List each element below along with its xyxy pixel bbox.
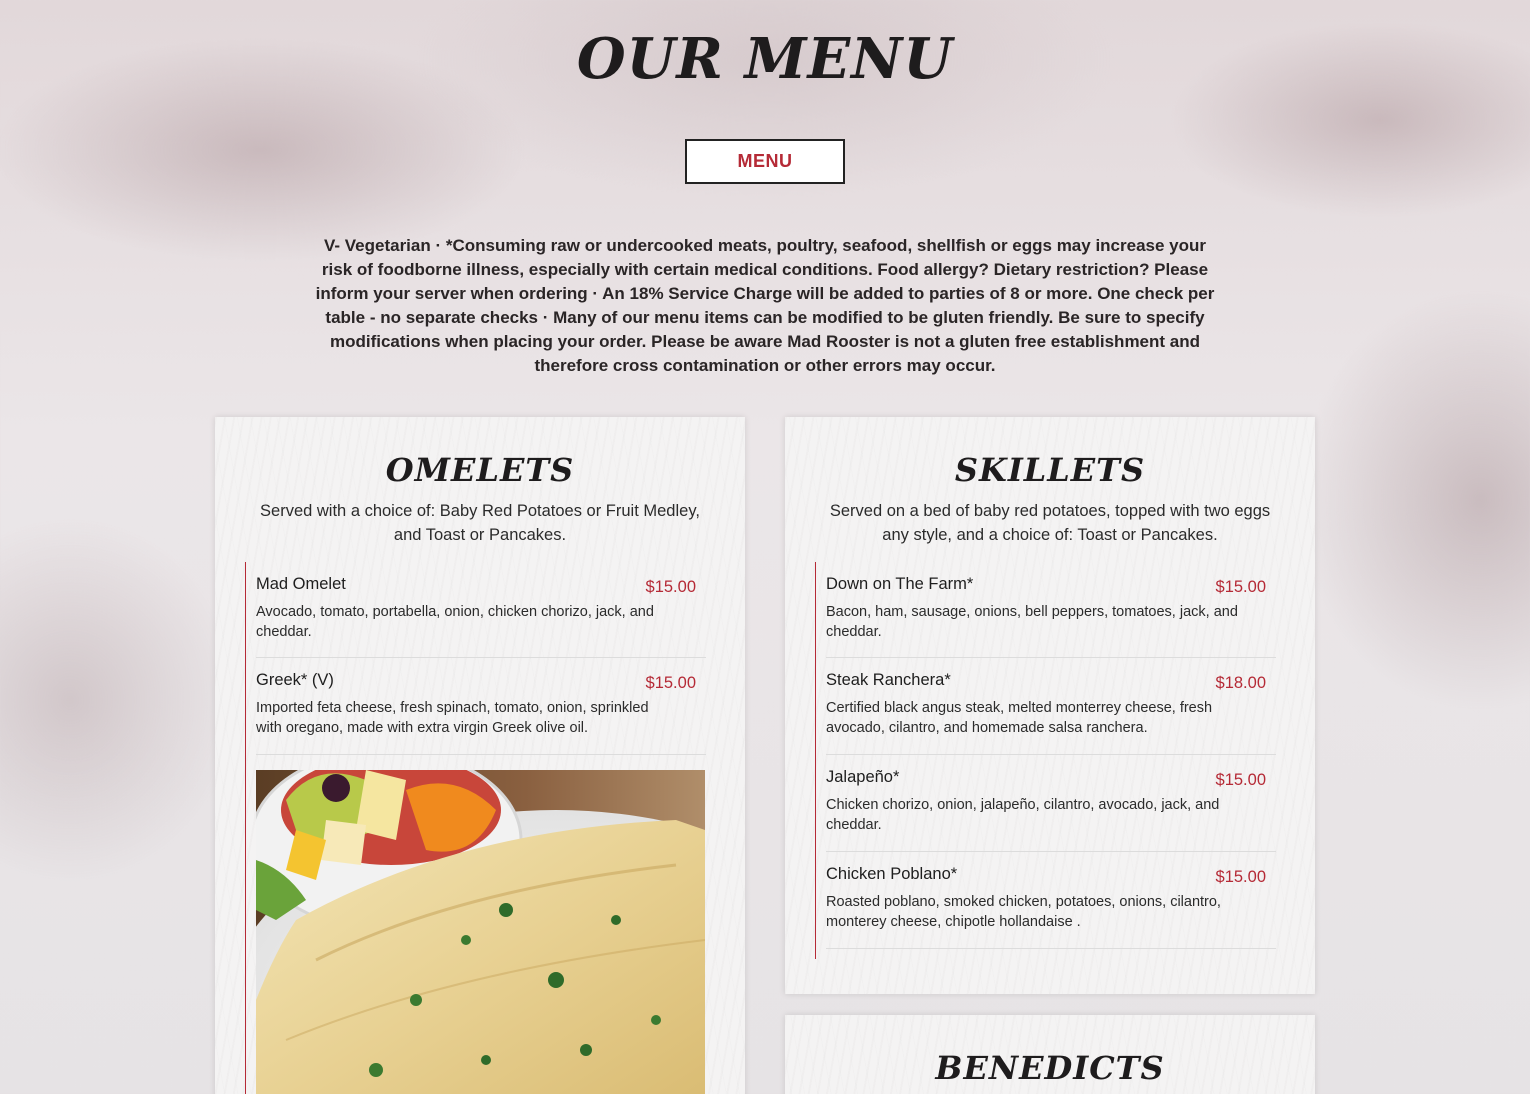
benedicts-card bbox=[785, 1015, 1315, 1094]
item-price: $15.00 bbox=[1215, 868, 1266, 886]
item-description: Imported feta cheese, fresh spinach, tomato, onion, sprinkled with oregano, made with extra virgin Greek olive oil. bbox=[256, 700, 649, 736]
item-description: Roasted poblano, smoked chicken, potatoes, onions, cilantro, monterey cheese, chipotle hollandaise . bbox=[826, 894, 1221, 930]
skillets-title: SKILLETS bbox=[954, 451, 1146, 489]
menu-button[interactable]: MENU bbox=[685, 139, 845, 184]
skillets-description: Served on a bed of baby red potatoes, topped with two eggs any style, and a choice of: Toast or Pancakes. bbox=[829, 502, 1271, 544]
item-description: Avocado, tomato, portabella, onion, chicken chorizo, jack, and cheddar. bbox=[256, 604, 654, 640]
menu-item bbox=[826, 562, 1276, 658]
menu-item bbox=[256, 658, 706, 755]
item-name: Mad Omelet bbox=[256, 575, 346, 593]
skillets-card bbox=[785, 417, 1315, 994]
item-description: Bacon, ham, sausage, onions, bell peppers, tomatoes, jack, and cheddar. bbox=[826, 604, 1238, 640]
item-price: $15.00 bbox=[1215, 578, 1266, 596]
menu-item bbox=[826, 755, 1276, 852]
item-name: Steak Ranchera* bbox=[826, 671, 951, 689]
menu-notice: V- Vegetarian · *Consuming raw or undercooked meats, poultry, seafood, shellfish or eggs may increase your risk of foodborne illness, especially with certain medical conditions. Food allergy? Dietary restriction? Please inform your server when ordering · An 18% Service Charge will be added to parties of 8 or more. One check per table - no separate checks · Many of our menu items can be modified to be gluten friendly. Be sure to specify modifications when placing your order. Please be aware Mad Rooster is not a gluten free establishment and therefore cross contamination or other errors may occur. bbox=[315, 236, 1215, 375]
item-price: $18.00 bbox=[1215, 674, 1266, 692]
item-name: Jalapeño* bbox=[826, 768, 900, 786]
item-name: Down on The Farm* bbox=[826, 575, 974, 593]
menu-item bbox=[256, 562, 706, 658]
omelet-photo-illustration bbox=[256, 770, 705, 1094]
skillets-item-list bbox=[815, 562, 1276, 959]
item-name: Chicken Poblano* bbox=[826, 865, 958, 883]
item-price: $15.00 bbox=[1215, 771, 1266, 789]
page-title: OUR MENU bbox=[576, 26, 954, 92]
item-price: $15.00 bbox=[645, 674, 696, 692]
omelets-title: OMELETS bbox=[385, 451, 575, 489]
omelets-card bbox=[215, 417, 745, 1094]
benedicts-title: BENEDICTS bbox=[935, 1049, 1165, 1087]
omelets-description: Served with a choice of: Baby Red Potatoes or Fruit Medley, and Toast or Pancakes. bbox=[260, 502, 700, 544]
item-price: $15.00 bbox=[645, 578, 696, 596]
item-description: Chicken chorizo, onion, jalapeño, cilantro, avocado, jack, and cheddar. bbox=[826, 797, 1220, 833]
omelet-photo bbox=[256, 770, 705, 1094]
menu-item bbox=[826, 852, 1276, 949]
item-description: Certified black angus steak, melted monterrey cheese, fresh avocado, cilantro, and homemade salsa ranchera. bbox=[826, 700, 1213, 736]
item-name: Greek* (V) bbox=[256, 671, 334, 689]
menu-item bbox=[826, 658, 1276, 755]
